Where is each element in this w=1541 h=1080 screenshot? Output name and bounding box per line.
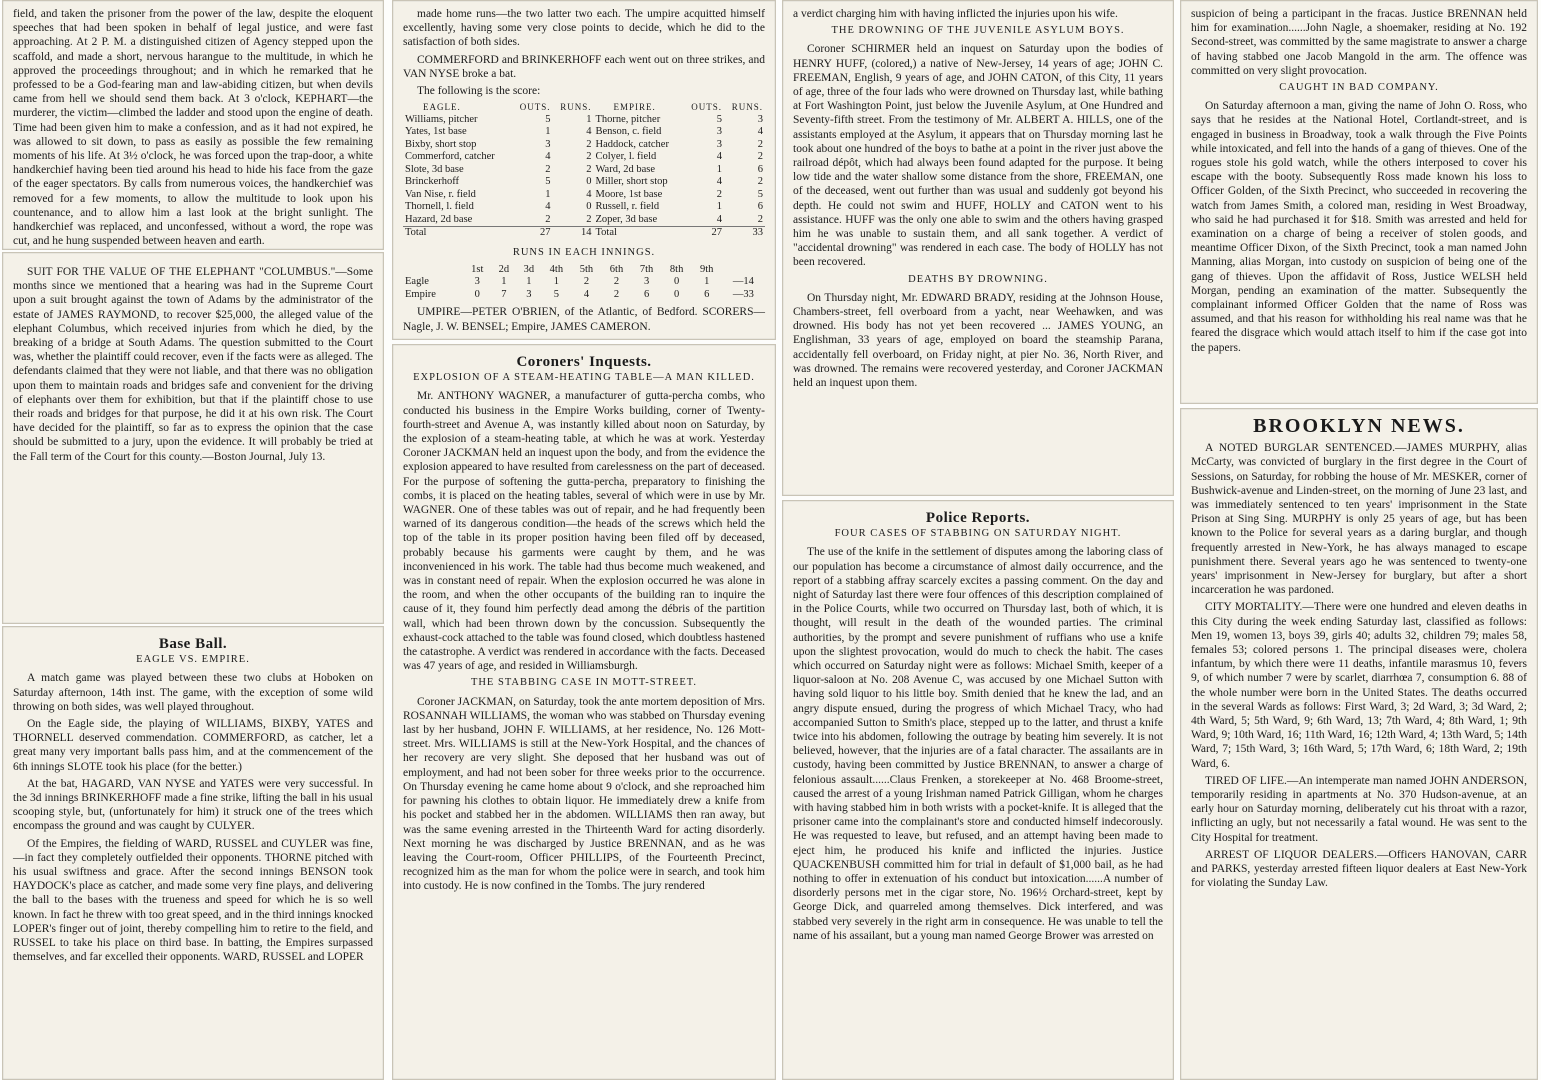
box-score-row [403,139,765,152]
innings-run-cell: 0 [674,288,680,300]
runs-cell: 5 [757,188,763,200]
innings-row [403,276,765,289]
empire-total-runs: 33 [724,227,765,240]
outs-cell: 4 [545,201,551,213]
player-name: Ward, 2d base [595,163,655,175]
police-subhead: FOUR CASES OF STABBING ON SATURDAY NIGHT. [834,528,1122,540]
outs-header: OUTS. [519,102,551,113]
box-score-table [403,101,765,240]
innings-header-cell: 8th [669,263,684,275]
clip-drownings [782,0,1174,496]
clip-elephant-suit [2,252,384,624]
runs-cell: 2 [757,138,763,150]
innings-team-cell: Eagle [405,276,429,288]
empire-header: EMPIRE. [613,102,656,113]
outs-cell: 4 [716,213,722,225]
box-score-row [403,176,765,189]
innings-run-cell: 3 [474,276,480,288]
player-name: Thorne, pitcher [595,113,661,125]
police-paragraph: The use of the knife in the settlement of disputes among the laboring class of our population has become a circumstance of almost daily occurrence, and the report of a stabbing affray scarcely excites a passing comment. On the day and night of Saturday last there were four offences of this description complained of in the Police Courts, while two occurred on Thursday last, both of which, it is thought, will result in the death of the wounded parties. The criminal authorities, by the prompt and severe punishment of ruffians who use a knife upon the slightest provocation, would do much to check the habit. The cases which occurred on Saturday night were as follows: Michael Smith, keeper of a liquor-saloon at No. 208 Avenue C, was accused by one Michael Sutton with having sold liquor to his little boy. Smith denied that he knew the lad, and an angry dispute ensued, during the progress of which Michael Tracy, who had accompanied Sutton to Smith's place, stepped up to the latter, and thrust a knife twice into his abdomen, following the outrage by beating him severely. It is not believed, however, that the injuries are of a fatal character. The assailants are in custody, having been committed by Justice BRENNAN, to answer a charge of felonious assault......Claus Frenken, a storekeeper at No. 468 Broome-street, caused the arrest of a young Irishman named Patrick Gilligan, whom he charges with having stabbed him in both wrists with a pocket-knife. It is alleged that the prisoner came into the complainant's store and conducted himself indecorously. He was requested to leave, but refused, and an attempt having been made to eject him, he produced his knife and inflicted the injuries. Justice QUACKENBUSH committed him for trial in default of $1,000 bail, as he had nothing to offer in extenuation of his conduct but intoxication......A number of disorderly persons met in the cigar store, No. 196½ Orchard-street, kept by George Dick, and quarreled among themselves. Dick interfered, and was stabbed very severely in the right arm in consequence. He was unable to tell the name of his assailant, but a young man named George Brower was arrested on [793,546,1163,942]
innings-run-cell: 0 [674,276,680,288]
score-intro-paragraph: COMMERFORD and BRINKERHOFF each went out on three strikes, and VAN NYSE broke a bat. [403,53,765,80]
runs-cell: 2 [586,213,592,225]
clip-brooklyn-news [1180,408,1538,1080]
runs-header: RUNS. [560,102,592,113]
outs-cell: 1 [545,188,551,200]
runs-header: RUNS. [731,102,763,113]
deaths-subhead: DEATHS BY DROWNING. [908,273,1048,285]
innings-run-cell: —33 [732,288,754,300]
player-name: Commerford, catcher [405,151,495,163]
innings-run-cell: 3 [643,276,650,288]
clip-lynching-report [2,0,384,250]
brooklyn-paragraph: CITY MORTALITY.—There were one hundred and eleven deaths in this City during the week ending Saturday last, classified as follows: Men 19, women 13, boys 39, girls 40; adults 32, children 79; males 58, females 53; colored persons 1. The principal diseases were, cholera infantum, by which there were 11 deaths, infantile marasmus 10, fevers 9, of which number 7 were by scarlet, diarrhœa 7, consumption 6. 88 of the whole number were born in the United States. The deaths occurred in the several Wards as follows: First Ward, 3; 2d Ward, 3; 3d Ward, 2; 4th Ward, 5; 5th Ward, 9; 6th Ward, 13; 7th Ward, 4; 8th Ward, 1; 9th Ward, 9; 10th Ward, 16; 11th Ward, 16; 12th Ward, 4; 13th Ward, 5; 14th Ward, 7; 15th Ward, 3; 16th Ward, 5; 17th Ward, 6; 18th Ward, 2; 19th Ward, 6. [1191,601,1527,770]
baseball-headline: Base Ball. [158,636,228,652]
innings-run-cell: 2 [583,276,590,288]
fracas-paragraph: suspicion of being a participant in the fracas. Justice BRENNAN held him for examination......John Nagle, a shoemaker, residing at No. 192 Second-street, was committed by the same magistrate to answer a charge of having stabbed one Jacob Mangold in the arm. The offence was committed on very slight provocation. [1191,8,1527,77]
player-name: Benson, c. field [595,126,662,138]
outs-header: OUTS. [691,102,722,113]
innings-run-cell: 0 [474,288,480,300]
outs-cell: 4 [716,151,722,163]
outs-cell: 5 [545,176,551,188]
eagle-total-runs: 14 [552,227,593,240]
outs-cell: 5 [545,113,551,125]
outs-cell: 1 [716,163,722,175]
company-paragraph: On Saturday afternoon a man, giving the name of John O. Ross, who says that he resides at the National Hotel, Cortlandt-street, and is engaged in business in Broadway, took a walk through the Five Points while intoxicated, and fell into the hands of a gang of thieves. One of the rogues stole his gold watch, while the others interposed to cover his escape with the booty. Subsequently Ross made known his loss to Officer Golden, of the Sixth Precinct, who succeeded in recovering the watch from James Smith, a colored man, residing in West Broadway, who said he had purchased it for $18. Smith was arrested and held for examination on a charge of being a receiver of stolen goods, and meantime Officer Dixon, of the Sixth Precinct, took a man named John Manning, alias Morgan, into custody on suspicion of being one of the gang of thieves. Upon the affidavit of Ross, Justice WELSH held Morgan, pending an examination of the matter. Subsequently the complainant informed Officer Golden that the name of Ross was assumed, and that his reason for withholding his real name was that he feared the disgrace which would attach itself to him if the case got into the papers. [1191,100,1527,354]
innings-run-cell: 4 [583,288,590,300]
runs-cell: 4 [757,126,763,138]
innings-table [403,264,765,302]
box-score-row [403,164,765,177]
innings-header-row [403,264,765,277]
total-label: Total [593,227,683,240]
stabbing-paragraph: Coroner JACKMAN, on Saturday, took the ante mortem deposition of Mrs. ROSANNAH WILLIAMS, the woman who was stabbed on Thursday evening last by her husband, JOHN F. WILLIAMS, at her residence, No. 126 Mott-street. Mrs. WILLIAMS is still at the New-York Hospital, and the chances of her recovery are very slight. She deposed that her husband was out of employment, and had not been sober for three weeks prior to the occurrence. On Thursday evening he came home about 9 o'clock, and she reproached him for pawning his clothes to obtain liquor. He immediately drew a knife from his pocket and stabbed her in the abdomen. WILLIAMS then ran away, but was the same evening arrested in the Thirteenth Ward for acting disorderly. Next morning he was discharged by Justice BRENNAN, and as he was leaving the Court-room, Officer PHILLIPS, of the Fourteenth Precinct, recognized him as the man for whom the police were in search, and took him into custody. He is now confined in the Tombs. The jury rendered [403,695,765,893]
runs-cell: 4 [586,126,592,138]
coroners-headline: Coroners' Inquests. [516,354,652,370]
innings-header-cell: 5th [579,263,594,275]
clip-coroners-inquests [392,344,776,1080]
innings-header-cell [722,264,765,277]
eagle-header: EAGLE. [423,102,461,113]
outs-cell: 3 [716,138,722,150]
innings-caption: RUNS IN EACH INNINGS. [512,246,656,258]
innings-run-cell: 5 [553,288,560,300]
innings-header-cell: 4th [549,263,564,275]
brooklyn-headline: BROOKLYN NEWS. [1253,415,1465,437]
runs-cell: 2 [757,176,763,188]
runs-cell: 6 [757,163,763,175]
player-name: Miller, short stop [595,176,668,188]
innings-header-cell: 9th [699,263,714,275]
brooklyn-paragraph: TIRED OF LIFE.—An intemperate man named JOHN ANDERSON, temporarily residing in apartments at No. 370 Hudson-avenue, at an early hour on Saturday morning, deliberately cut his throat with a razor, inflicting an ugly, but not necessarily a fatal wound. He was sent to the City Hospital for treatment. [1191,774,1527,844]
box-score-row [403,189,765,202]
score-caption: The following is the score: [417,85,541,98]
box-score-header [403,101,765,114]
innings-header-cell: 3d [523,263,535,275]
innings-header-cell: 1st [471,263,484,275]
player-name: Van Nise, r. field [405,188,476,200]
innings-run-cell: 1 [526,276,532,288]
explosion-subhead: EXPLOSION OF A STEAM-HEATING TABLE—A MAN KILLED. [413,372,755,384]
asylum-subhead: THE DROWNING OF THE JUVENILE ASYLUM BOYS. [831,25,1125,37]
innings-run-cell: 1 [501,276,507,288]
runs-cell: 0 [586,176,592,188]
asylum-paragraph: Coroner SCHIRMER held an inquest on Saturday upon the bodies of HENRY HUFF, (colored,) a native of New-Jersey, 14 years of age; JOHN C. FREEMAN, English, 9 years of age, and JOHN CATON, of this City, 11 years of age, three of the four lads who were drowned on Thursday last, while bathing at Fort Washington Point, just below the Juvenile Asylum, at One Hundred and Seventy-fifth street. From the testimony of Mr. ALBERT A. HILLS, one of the assistants employed at the Asylum, it appears that on Thursday morning last he took about one hundred of the boys to bathe at a point in the river just above the railroad dépôt, which had always been found adapted for the purpose. It being low tide and the water shallow some distance from the shore, FREEMAN, one of the deceased, went out further than was usual and suddenly got beyond his depth. He could not swim and HUFF, HOLLY and CATON went to his assistance. HUFF was the only one able to swim and the others having grasped him he was unable to sustain them, and all sank together. A verdict of "accidental drowning" was rendered in each case. The body of HOLLY has not been recovered. [793,43,1163,269]
runs-cell: 6 [757,201,763,213]
box-score-row [403,126,765,139]
empire-total-outs: 27 [684,227,724,240]
innings-header-cell: 7th [639,263,654,275]
innings-team-cell: Empire [405,288,436,300]
runs-cell: 2 [586,151,592,163]
player-name: Hazard, 2d base [405,213,473,225]
deaths-paragraph: On Thursday night, Mr. EDWARD BRADY, residing at the Johnson House, Chambers-street, fell overboard from a yacht, near Weehawken, and was drowned. His body has not yet been recovered ... JAMES YOUNG, an Englishman, 33 years of age, employed on board the steamship Parana, accidentally fell overboard, on Friday night, at pier No. 36, North River, and was drowned. The remains were recovered yesterday, and Coroner JACKMAN held an inquest upon them. [793,291,1163,390]
innings-run-cell: 3 [526,288,532,300]
police-headline: Police Reports. [925,510,1031,526]
runs-cell: 0 [586,201,592,213]
outs-cell: 1 [545,126,551,138]
runs-cell: 2 [757,151,763,163]
innings-run-cell: 1 [704,276,710,288]
baseball-paragraph: Of the Empires, the fielding of WARD, RUSSEL and CUYLER was fine,—in fact they completely outfielded their opponents. THORNE pitched with his usual swiftness and grace. After the second innings BENSON took HAYDOCK's place as catcher, and made some very fine plays, and delivering the ball to the bases with the trueness and speed for which he is so well known. In fact he threw with too great speed, and in the third innings knocked LOPER's finger out of joint, thereby compelling him to retire to the field, and RUSSEL to take his place on third base. In batting, the Empires surpassed themselves, and far excelled their opponents. WARD, RUSSEL and LOPER [13,837,373,964]
innings-run-cell: 2 [613,276,620,288]
player-name: Williams, pitcher [405,113,478,125]
player-name: Colyer, l. field [595,151,657,163]
lynching-paragraph: field, and taken the prisoner from the power of the law, despite the eloquent speeches that had been spoken in behalf of legal justice, and were fast approaching. At 2 P. M. a distinguished citizen of Agency stepped upon the scaffold, and made a short, nervous harangue to the multitude, in which he approved the proceedings throughout; and in which he remarked that he professed to be a God-fearing man and law-abiding citizen, but when devils came from hell we should send them back. At 3 o'clock, KEPHART—the murderer, the victim—climbed the ladder and stood upon the engine of death. Time had been given him to make a confession, and as it had not expired, he was allowed to sit down, to pass as easily as possible the few remaining moments of his life. At 3½ o'clock, he was forced upon the trap-door, a white handkerchief having been tied around his head to hide his face from the gaze of the eager spectators. By calls from numerous voices, the handkerchief was removed for a few moments, to allow the multitude to look upon his countenance, and to allow him a last look at the bright sunlight. The handkerchief was replaced, and unconfessed, without a word, the rope was cut, and he hung suspended between heaven and earth. [13,8,373,248]
clip-police-reports [782,500,1174,1080]
brooklyn-paragraph: A NOTED BURGLAR SENTENCED.—JAMES MURPHY, alias McCarty, was convicted of burglary in the first degree in the Court of Sessions, on Saturday, for robbing the house of Mr. MESKER, corner of Bushwick-avenue and Linden-street, on the morning of June 23 last, and was immediately sentenced to ten years' imprisonment in the State Prison at Sing Sing. MURPHY is only 25 years of age, but has been known to the Police for several years as a daring burglar, and though frequently arrested in New-York, he has always managed to escape punishment there. Several years ago he was sentenced to twenty-one years' imprisonment in New-Jersey for burglary, but after a short incarceration he was pardoned. [1191,442,1527,597]
baseball-paragraph: At the bat, HAGARD, VAN NYSE and YATES were very successful. In the 3d innings BRINKERHOFF made a fine strike, lifting the ball in his usual scooping style, but, (unfortunately for him) it struck one of the trees which encompass the ground and was caught by CULYER. [13,777,373,833]
baseball-subhead: EAGLE VS. EMPIRE. [136,654,250,666]
outs-cell: 2 [716,188,722,200]
outs-cell: 3 [716,126,722,138]
runs-cell: 2 [586,138,592,150]
outs-cell: 2 [545,163,551,175]
outs-cell: 4 [716,176,722,188]
box-score-row [403,201,765,214]
innings-run-cell: —14 [732,276,754,288]
clip-bad-company [1180,0,1538,404]
brooklyn-paragraph: ARREST OF LIQUOR DEALERS.—Officers HANOVAN, CARR and PARKS, yesterday arrested fifteen liquor dealers at East New-York for violating the Sunday Law. [1191,848,1527,890]
box-score-row [403,114,765,127]
box-score-total-row [403,227,765,240]
player-name: Bixby, short stop [405,138,477,150]
player-name: Zoper, 3d base [595,213,658,225]
innings-run-cell: 6 [643,288,650,300]
outs-cell: 2 [545,213,551,225]
innings-run-cell: 6 [704,288,710,300]
baseball-paragraph: On the Eagle side, the playing of WILLIAMS, BIXBY, YATES and THORNELL deserved commendation. COMMERFORD, as catcher, let a great many very important balls pass him, and at the commencement of the 6th innings SLOTE took his place (for the better.) [13,718,373,773]
box-score-row [403,214,765,227]
innings-run-cell: 1 [553,276,560,288]
innings-header-cell: 6th [609,263,624,275]
eagle-total-outs: 27 [512,227,552,240]
clip-base-ball [2,626,384,1080]
runs-cell: 4 [586,188,592,200]
elephant-paragraph: SUIT FOR THE VALUE OF THE ELEPHANT "COLUMBUS."—Some months since we mentioned that a hearing was had in the Supreme Court upon a suit brought against the town of Adams by the administrator of the estate of JAMES RAYMOND, to recover $25,000, the alleged value of the elephant Columbus, which received injuries from which he died, by the breaking of a bridge at South Adams. The question submitted to the Court was, whether the plaintiff could recover, even if the facts were as alleged. The defendants claimed that they were not liable, and that there was no obligation upon them to maintain roads and bridges safe and convenient for the driving of elephants over them for exhibition, but that if the plaintiff chose to use their roads and bridges for that purpose, he did it at his own risk. The Court have decided for the plaintiff, so far as to express the opinion that the case should be submitted to a jury, upon the evidence. It will probably be tried at the Fall term of the Court for this county.—Boston Journal, July 13. [13,266,373,463]
innings-row [403,289,765,302]
player-name: Yates, 1st base [405,126,467,138]
innings-run-cell: 2 [613,288,620,300]
player-name: Russell, r. field [595,201,660,213]
company-subhead: CAUGHT IN BAD COMPANY. [1279,82,1439,94]
stabbing-subhead: THE STABBING CASE IN MOTT-STREET. [470,677,698,689]
umpire-paragraph: UMPIRE—PETER O'BRIEN, of the Atlantic, of Bedford. SCORERS—Nagle, J. W. BENSEL; Empire, JAMES CAMERON. [403,306,765,333]
runs-cell: 3 [757,113,763,125]
runs-cell: 2 [757,213,763,225]
total-label: Total [403,227,512,240]
verdict-paragraph: a verdict charging him with having inflicted the injuries upon his wife. [793,8,1118,20]
innings-run-cell: 7 [501,288,507,300]
box-score-row [403,151,765,164]
baseball-paragraph: A match game was played between these two clubs at Hoboken on Saturday afternoon, 14th inst. The game, with the exception of some wild throwing on both sides, was well played throughout. [13,672,373,713]
outs-cell: 5 [716,113,722,125]
explosion-paragraph: Mr. ANTHONY WAGNER, a manufacturer of gutta-percha combs, who conducted his business in the Empire Works building, corner of Twenty-fourth-street and Avenue A, was instantly killed about noon on Saturday, by the explosion of a steam-heating table, at which he was at work. Yesterday Coroner JACKMAN held an inquest upon the body, and from the evidence the explosion appeared to have resulted from carelessness on the part of deceased. For the purpose of softening the gutta-percha, preparatory to finishing the combs, it is placed on the heating tables, several of which were in use by Mr. WAGNER. One of these tables was out of repair, and he had frequently been warned of its dangerous condition—the heads of the screws which held the top of the table in its proper position having been filed off by deceased, probably because his garments were caught by them, and he was inconvenienced in his work. The table had thus become much weakened, and was in constant need of repair. When the explosion occurred he was alone in the room, and when the other occupants of the building ran to inquire the cause of it, they found him perfectly dead among the débris of the partition wall, which had been thrown down by the concussion. Subsequently the exhaust-cock attached to the table was found closed, which doubtless hastened the catastrophe. A verdict was rendered in accordance with the facts. Deceased was 47 years of age, and resided in Williamsburgh. [403,390,765,673]
player-name: Haddock, catcher [595,138,669,150]
clip-baseball-score [392,0,776,340]
runs-cell: 2 [586,163,592,175]
player-name: Thornell, l. field [405,201,474,213]
innings-header-cell [403,264,463,277]
outs-cell: 1 [716,201,722,213]
outs-cell: 3 [545,138,551,150]
player-name: Brinckerhoff [405,176,460,188]
outs-cell: 4 [545,151,551,163]
score-intro-paragraph: made home runs—the two latter two each. The umpire acquitted himself excellently, having some very close points to decide, which he did to the satisfaction of both sides. [403,8,765,49]
player-name: Moore, 1st base [595,188,663,200]
runs-cell: 1 [586,113,592,125]
player-name: Slote, 3d base [405,163,464,175]
innings-header-cell: 2d [498,263,510,275]
